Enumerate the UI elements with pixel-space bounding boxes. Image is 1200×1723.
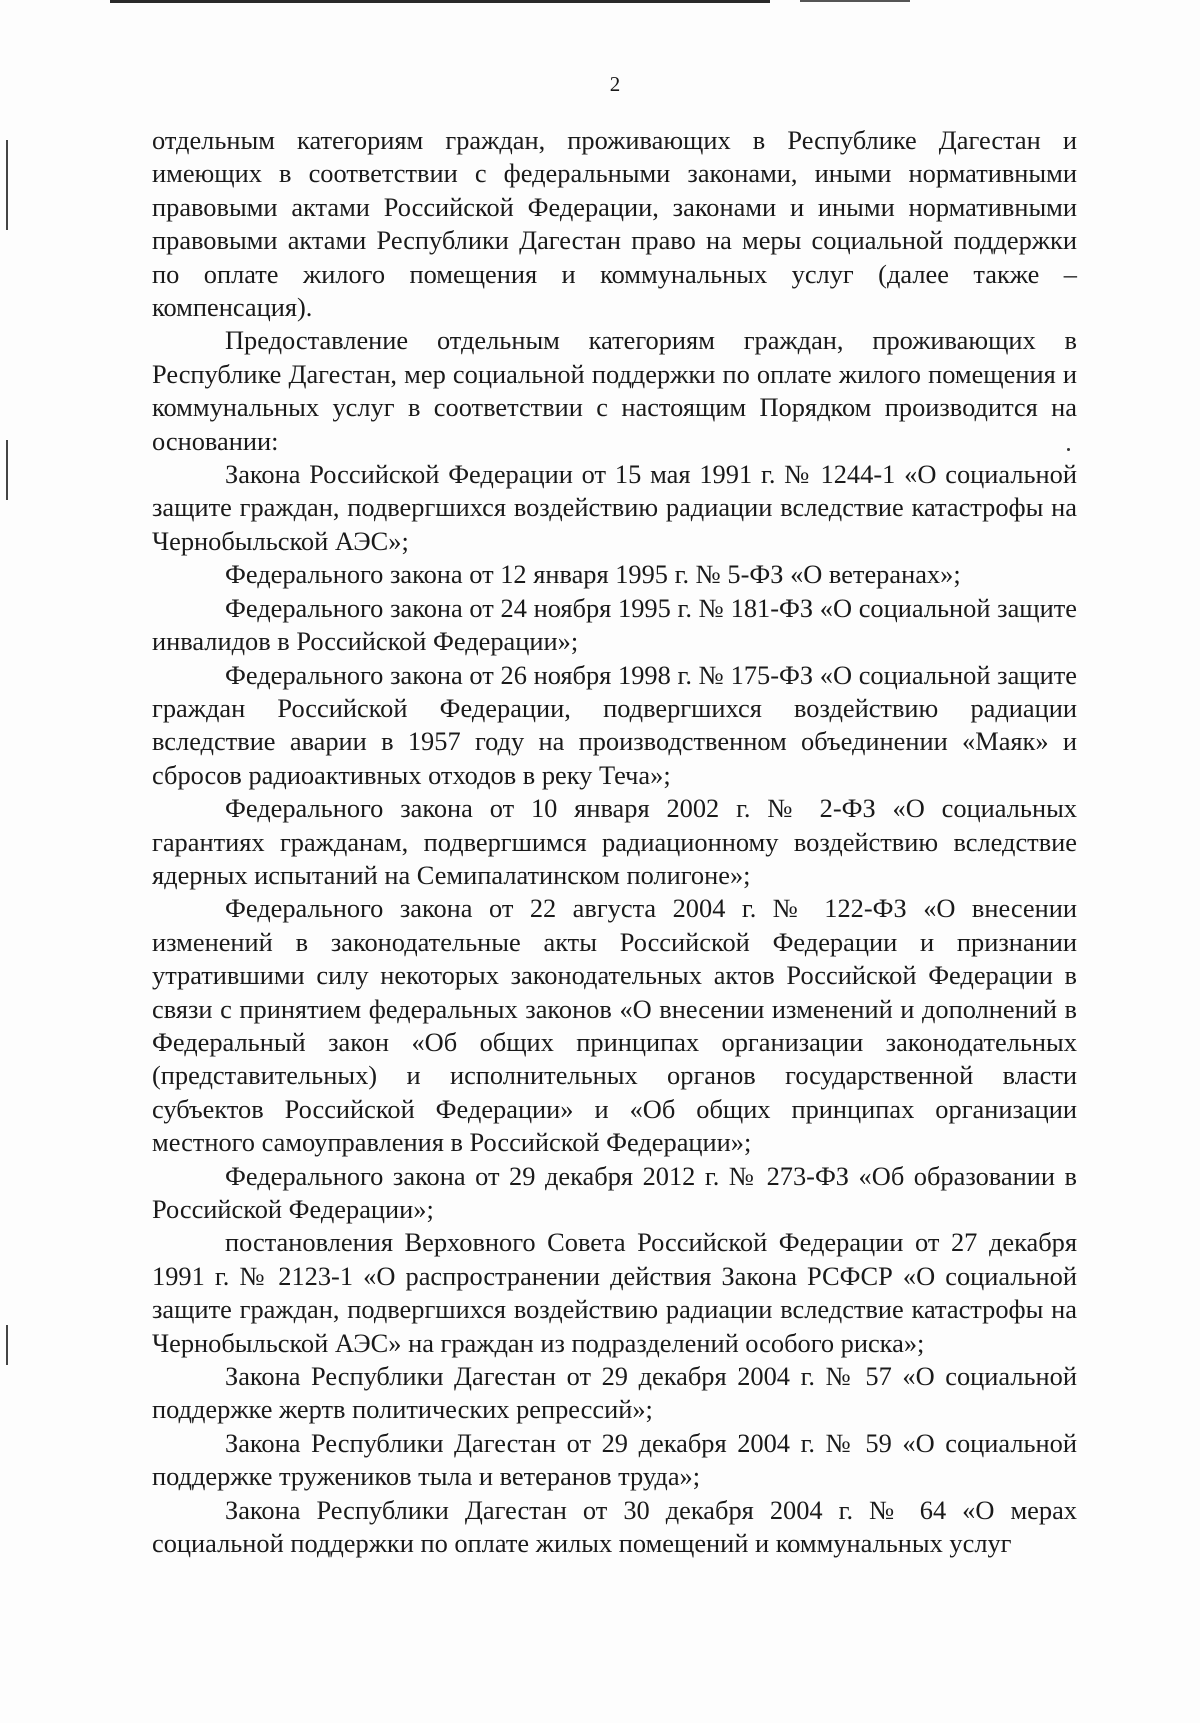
paragraph: Федерального закона от 26 ноября 1998 г. № 175-ФЗ «О социальной защите граждан Российской Федерации, подвергшихся воздействию радиации вследствие аварии в 1957 году на производственном объединении «Маяк» и сбросов радиоактивных отходов в реку Теча»; [152,659,1077,790]
document-body [152,124,1077,1560]
paragraph: Закона Республики Дагестан от 29 декабря 2004 г. № 57 «О социальной поддержке жертв политических репрессий»; [152,1361,1077,1425]
paragraph: Предоставление отдельным категориям граждан, проживающих в Республике Дагестан, мер социальной поддержки по оплате жилого помещения и коммунальных услуг в соответствии с настоящим Порядком производится на основании: [152,325,1077,456]
paragraph: Федерального закона от 29 декабря 2012 г. № 273-ФЗ «Об образовании в Российской Федерации»; [152,1160,1077,1224]
paragraph: Федерального закона от 24 ноября 1995 г. № 181-ФЗ «О социальной защите инвалидов в Российской Федерации»; [152,592,1077,657]
paragraph: Закона Республики Дагестан от 30 декабря 2004 г. № 64 «О мерах социальной поддержки по оплате жилых помещений и коммунальных услуг [152,1494,1077,1559]
paragraph: Федерального закона от 22 августа 2004 г. № 122-ФЗ «О внесении изменений в законодательные акты Российской Федерации и признании утратившими силу некоторых законодательных актов Российской Федерации в связи с принятием федеральных законов «О внесении изменений и дополнений в Федеральный закон «Об общих принципах организации законодательных (представительных) и исполнительных органов государственной власти субъектов Российской Федерации» и «Об общих принципах организации местного самоуправления в Российской Федерации»; [152,893,1077,1158]
scan-left-mark [6,1325,8,1365]
paragraph: Закона Республики Дагестан от 29 декабря 2004 г. № 59 «О социальной поддержке тружеников тыла и ветеранов труда»; [152,1427,1077,1492]
page-number: 2 [609,72,621,96]
scan-left-mark [6,440,8,500]
paragraph: Закона Российской Федерации от 15 мая 1991 г. № 1244-1 «О социальной защите граждан, подвергшихся воздействию радиации вследствие катастрофы на Чернобыльской АЭС»; [152,459,1077,556]
scan-left-mark [6,140,8,230]
paragraph: постановления Верховного Совета Российской Федерации от 27 декабря 1991 г. № 2123-1 «О распространении действия Закона РСФСР «О социальной защите граждан, подвергшихся воздействию радиации вследствие катастрофы на Чернобыльской АЭС» на граждан из подразделений особого риска»; [152,1227,1077,1358]
paragraph: отдельным категориям граждан, проживающих в Республике Дагестан и имеющих в соответствии с федеральными законами, иными нормативными правовыми актами Российской Федерации, законами и иными нормативными правовыми актами Республики Дагестан право на меры социальной поддержки по оплате жилого помещения и коммунальных услуг (далее также – компенсация). [152,125,1077,323]
paragraph: Федерального закона от 10 января 2002 г. № 2-ФЗ «О социальных гарантиях гражданам, подвергшимся радиационному воздействию вследствие ядерных испытаний на Семипалатинском полигоне»; [152,793,1077,890]
scan-top-edge [110,0,770,3]
scan-top-edge-right [800,0,910,2]
paragraph: Федерального закона от 12 января 1995 г. № 5-ФЗ «О ветеранах»; [225,559,961,590]
